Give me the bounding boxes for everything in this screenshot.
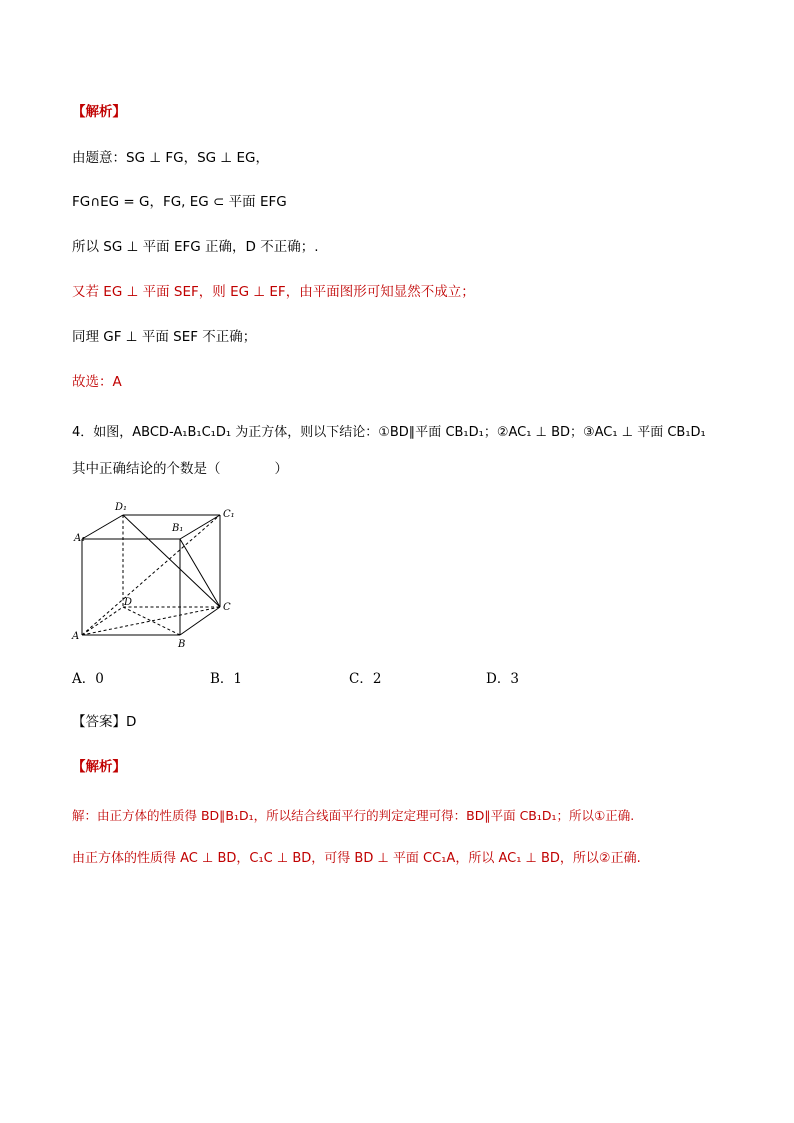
vertex-label-a: A bbox=[72, 631, 80, 642]
solution-line-3: 所以 SG ⊥ 平面 EFG 正确，D 不正确；. bbox=[72, 239, 319, 255]
solution2-line-1: 解：由正方体的性质得 BD∥B₁D₁，所以结合线面平行的判定定理可得：BD∥平面 CB₁D₁；所以①正确. bbox=[72, 808, 635, 823]
vertex-label-c: C bbox=[223, 602, 231, 613]
analysis-header: 【解析】 bbox=[72, 104, 126, 120]
cube-figure bbox=[60, 495, 250, 655]
option-c: C．2 bbox=[349, 671, 382, 687]
vertex-label-a1: A₁ bbox=[74, 533, 86, 544]
solution2-line-2: 由正方体的性质得 AC ⊥ BD，C₁C ⊥ BD，可得 BD ⊥ 平面 CC₁A，所以 AC₁ ⊥ BD，所以②正确. bbox=[72, 851, 641, 866]
analysis-header-2: 【解析】 bbox=[72, 759, 126, 775]
solution-line-2: FG∩EG = G，FG, EG ⊂ 平面 EFG bbox=[72, 194, 287, 210]
vertex-label-c1: C₁ bbox=[223, 509, 235, 520]
option-a: A．0 bbox=[72, 671, 104, 687]
vertex-label-d: D bbox=[124, 597, 133, 608]
solution-line-6: 故选：A bbox=[72, 374, 122, 390]
solution-line-5: 同理 GF ⊥ 平面 SEF 不正确； bbox=[72, 329, 257, 345]
option-b: B．1 bbox=[210, 671, 243, 687]
question-prompt: 其中正确结论的个数是（ ） bbox=[72, 461, 288, 477]
solution-line-1: 由题意：SG ⊥ FG，SG ⊥ EG， bbox=[72, 150, 269, 166]
vertex-label-b1: B₁ bbox=[172, 523, 184, 534]
option-d: D．3 bbox=[486, 671, 519, 687]
vertex-label-b: B bbox=[178, 639, 186, 650]
answer-line: 【答案】D bbox=[72, 714, 137, 730]
solution-line-4: 又若 EG ⊥ 平面 SEF，则 EG ⊥ EF，由平面图形可知显然不成立； bbox=[72, 284, 475, 300]
vertex-label-d1: D₁ bbox=[115, 502, 128, 513]
question-stem: 4．如图，ABCD-A₁B₁C₁D₁ 为正方体，则以下结论：①BD∥平面 CB₁D₁；②AC₁ ⊥ BD；③AC₁ ⊥ 平面 CB₁D₁ bbox=[72, 425, 706, 440]
